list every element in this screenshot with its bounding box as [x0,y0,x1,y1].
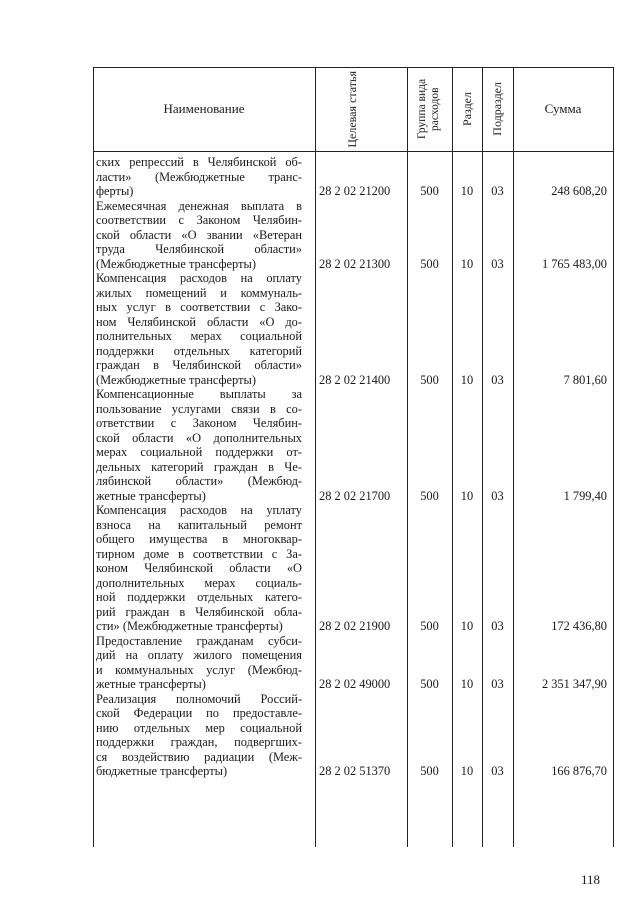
row-name-line: Предоставление гражданам субси- [96,633,302,648]
row-name-line: рий граждан в Челябинской обла- [96,604,302,619]
row-name [93,692,308,779]
table-row [93,155,614,199]
row-name-line: Компенсационные выплаты за [96,387,302,401]
row-name-line: лябинской области» (Межбюд- [96,474,302,488]
row-amount: 1 765 483,00 [541,256,607,271]
row-amount: 1 799,40 [563,488,607,503]
row-subsection: 03 [491,256,504,271]
row-name [93,271,308,387]
table-row [93,634,614,692]
row-name-line: ской Федерации по предоставле- [96,706,302,720]
header-amount: Сумма [544,101,582,116]
header-section: Раздел [459,92,474,126]
row-name-line: ласти» (Межбюджетные транс- [96,169,302,184]
page-number: 118 [581,872,601,887]
row-name-line: коном Челябинской области «О [96,561,302,575]
header-divider [93,151,614,152]
row-name-line: ном Челябинской области «О до- [96,314,302,329]
header-expense-group: Группа вида расходов [415,78,441,140]
header-name-cell [93,67,315,151]
row-name-line: ферты) [96,184,134,198]
row-amount: 2 351 347,90 [541,677,607,691]
row-name-line: поддержки граждан, подвергших- [96,735,302,749]
row-section: 10 [460,677,474,691]
row-expense-group: 500 [420,619,439,633]
table-row [93,387,614,503]
row-name [93,155,308,199]
budget-table [93,67,614,847]
row-name-line: нию отдельных мер социальной [96,720,302,735]
row-subsection: 03 [491,764,504,778]
row-name-line: общего имущества в многоквар- [96,532,302,546]
row-target-article: 28 2 02 49000 [319,677,391,691]
row-name-line: ских репрессий в Челябинской об- [96,155,302,169]
row-name-line: Ежемесячная денежная выплата в [96,198,302,213]
row-name-line: ответствии с Законом Челябин- [96,416,302,430]
row-name-line: жилых помещений и коммуналь- [96,285,302,300]
row-expense-group: 500 [420,372,439,387]
row-subsection: 03 [491,677,504,691]
table-row [93,199,614,272]
row-subsection: 03 [491,372,504,387]
row-name-line: дельных категорий граждан в Че- [96,459,302,474]
row-name-line: ся воздействию радиации (Меж- [96,749,302,764]
row-name-line: и коммунальных услуг (Межбюд- [96,662,302,677]
row-amount: 7 801,60 [563,372,607,387]
row-target-article: 28 2 02 21400 [319,372,391,387]
table-row [93,271,614,387]
row-name-line: ной поддержки отдельных катего- [96,590,302,604]
table-row [93,503,614,634]
row-section: 10 [460,488,474,503]
row-name-line: жетные трансферты) [96,488,206,503]
row-expense-group: 500 [420,256,439,271]
header-name: Наименование [163,101,245,116]
header-subsection: Подраздел [490,82,504,136]
row-name-line: ской области «О звании «Ветеран [96,227,302,242]
row-section: 10 [460,184,474,198]
row-name-line: (Межбюджетные трансферты) [96,256,256,271]
row-name [93,634,308,692]
row-amount: 166 876,70 [551,764,607,778]
row-name-line: ных услуг в соответствии с Зако- [96,300,302,314]
row-name-line: Компенсация расходов на уплату [96,503,302,517]
row-amount: 172 436,80 [551,619,607,633]
row-name-line: (Межбюджетные трансферты) [96,372,256,387]
row-name-line: дополнительных мерах социаль- [96,575,302,590]
row-section: 10 [460,256,474,271]
row-name-line: мерах социальной поддержки от- [96,445,302,459]
row-target-article: 28 2 02 21900 [319,619,391,633]
row-target-article: 28 2 02 21200 [319,184,391,198]
header-expense-group-cell [407,67,452,151]
row-expense-group: 500 [420,677,439,691]
row-subsection: 03 [491,488,504,503]
row-name-line: бюджетные трансферты) [96,764,228,778]
row-expense-group: 500 [420,488,439,503]
row-name-line: поддержки отдельных категорий [96,343,302,358]
row-name-line: ской области «О дополнительных [96,430,302,445]
row-name [93,387,308,503]
row-amount: 248 608,20 [551,184,607,198]
row-expense-group: 500 [420,184,439,198]
table-row [93,692,614,779]
row-expense-group: 500 [420,764,439,778]
row-name-line: Компенсация расходов на оплату [96,271,302,285]
row-target-article: 28 2 02 51370 [319,764,391,778]
row-name-line: жетные трансферты) [96,677,206,691]
header-amount-cell [513,67,613,151]
row-name-line: Реализация полномочий Россий- [96,691,302,706]
row-name [93,503,308,634]
row-name-line: граждан в Челябинской области» [96,358,302,372]
row-name-line: пользование услугами связи в со- [96,401,302,416]
row-target-article: 28 2 02 21300 [319,256,391,271]
row-name-line: дий на оплату жилого помещения [96,648,302,662]
row-name-line: сти» (Межбюджетные трансферты) [96,619,283,633]
row-target-article: 28 2 02 21700 [319,488,391,503]
row-name-line: тирном доме в соответствии с За- [96,546,302,561]
row-name-line: взноса на капитальный ремонт [96,517,302,532]
row-name-line: полнительных мерах социальной [96,329,302,343]
row-subsection: 03 [491,619,504,633]
row-section: 10 [460,764,474,778]
header-target-article: Целевая статья [345,70,359,148]
row-name-line: соответствии с Законом Челябин- [96,213,302,227]
row-name-line: труда Челябинской области» [96,242,302,256]
row-subsection: 03 [491,184,504,198]
row-section: 10 [460,372,474,387]
header-subsection-cell [482,67,513,151]
header-target-article-cell [315,67,407,151]
row-section: 10 [460,619,474,633]
row-name [93,199,308,272]
header-section-cell [452,67,482,151]
